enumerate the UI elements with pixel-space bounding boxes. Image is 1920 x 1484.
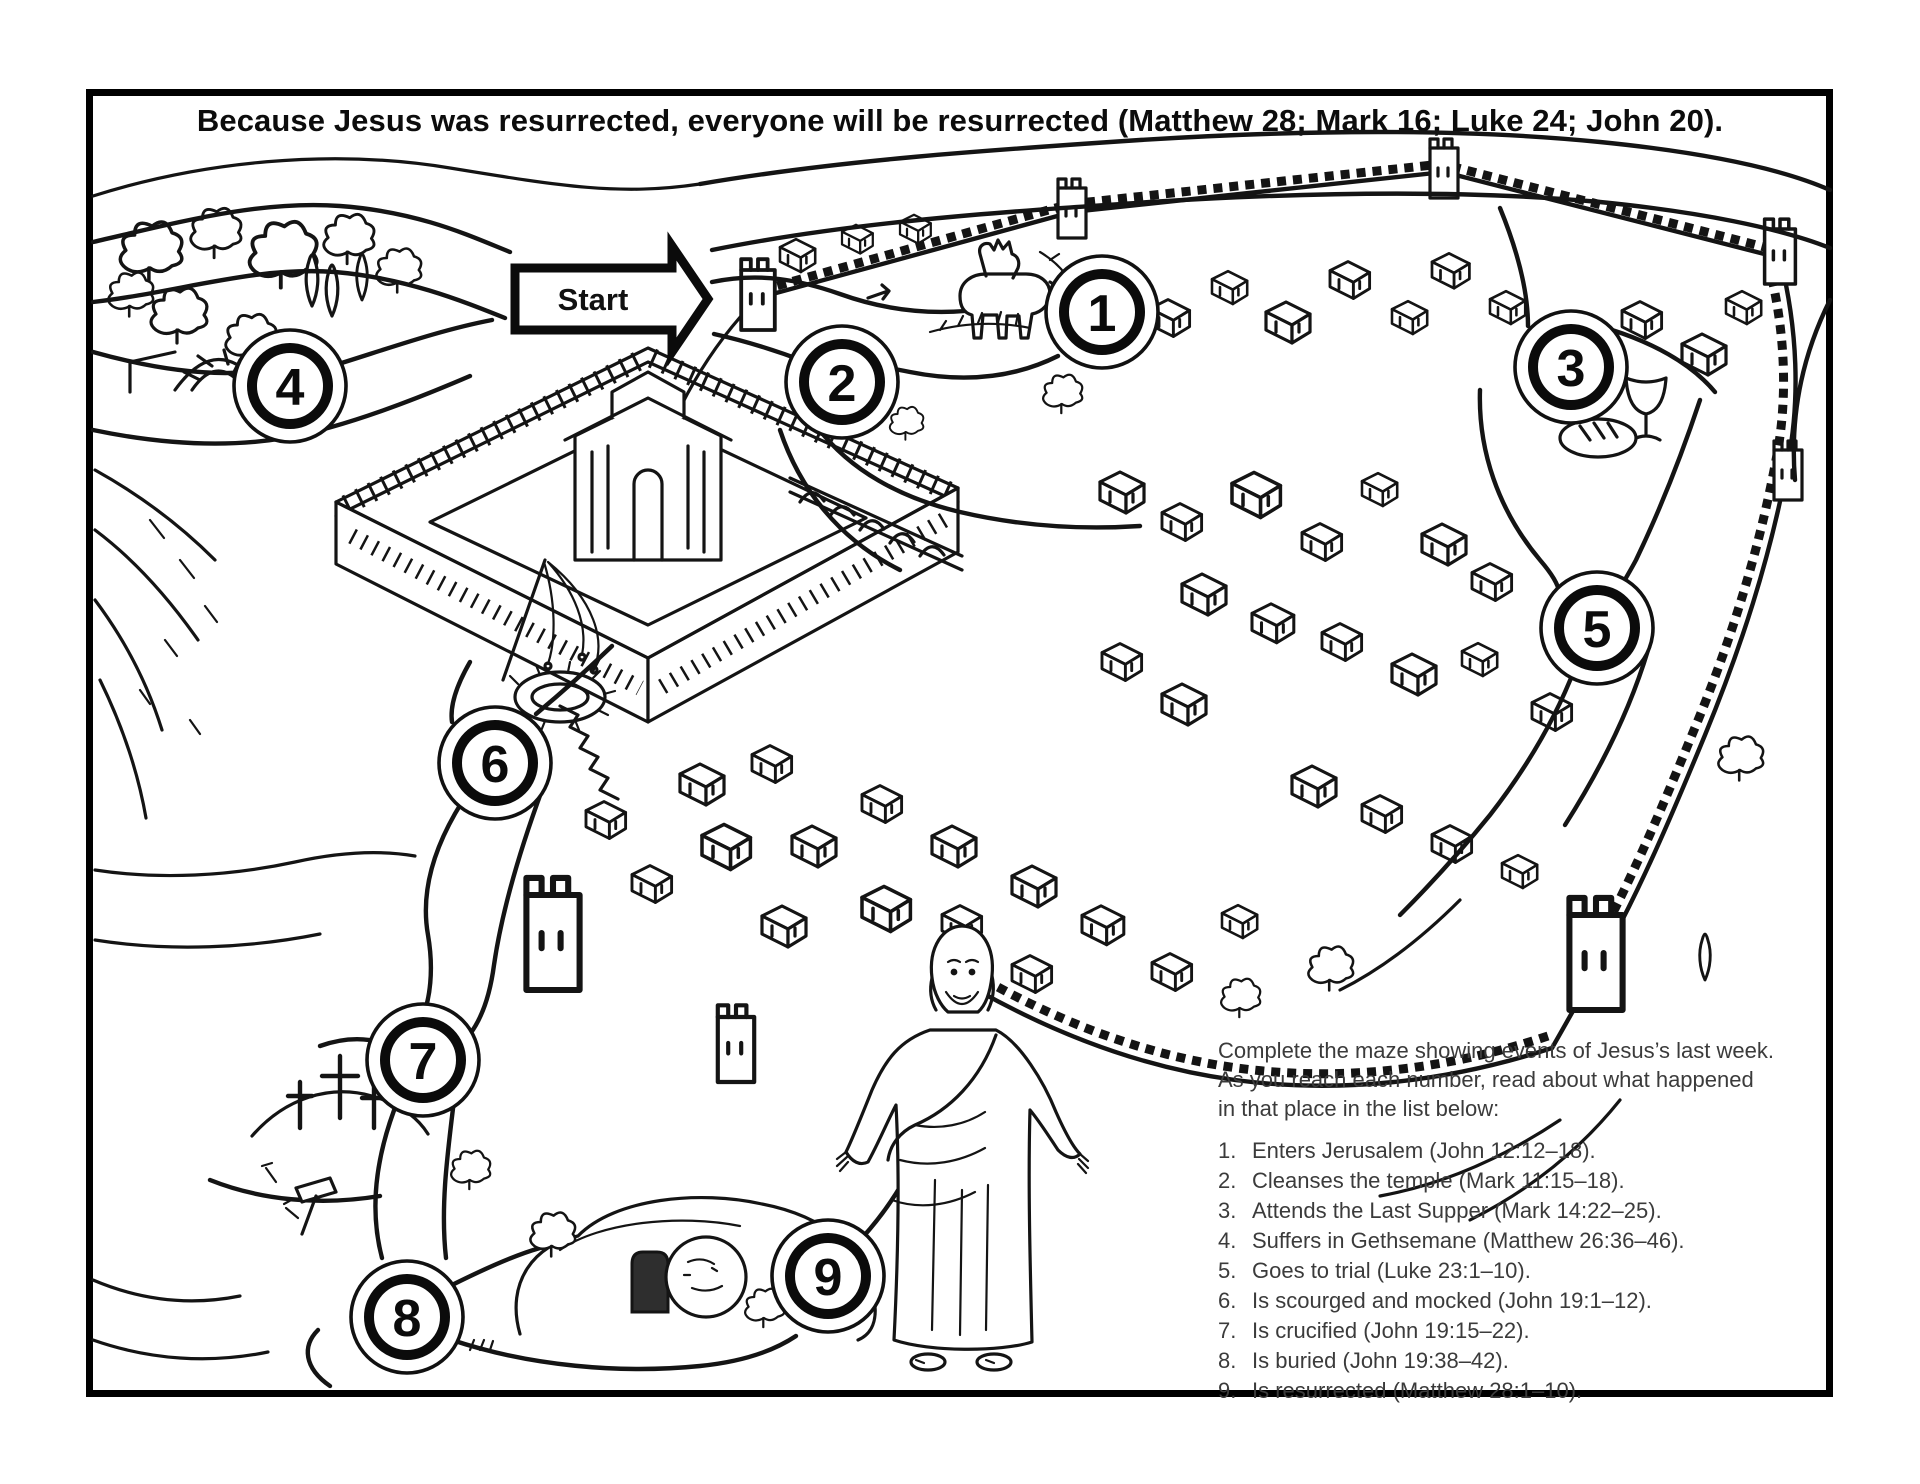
event-number: 6.	[1218, 1288, 1237, 1313]
event-text: Is resurrected (Matthew 28:1–10).	[1252, 1378, 1583, 1403]
event-text: Is crucified (John 19:15–22).	[1252, 1318, 1530, 1343]
event-number: 2.	[1218, 1168, 1237, 1193]
svg-text:8: 8	[392, 1290, 422, 1348]
start-arrow	[515, 246, 708, 352]
marker-2-cleanses-temple	[786, 326, 898, 438]
event-number: 3.	[1218, 1198, 1237, 1223]
marker-3-last-supper	[1515, 311, 1627, 423]
svg-text:4: 4	[275, 359, 305, 417]
event-text: Suffers in Gethsemane (Matthew 26:36–46).	[1252, 1228, 1685, 1253]
event-text: Enters Jerusalem (John 12:12–18).	[1252, 1138, 1596, 1163]
event-item-5	[1218, 1256, 1818, 1286]
marker-8-buried	[351, 1261, 463, 1373]
event-item-2	[1218, 1166, 1818, 1196]
events-list	[1218, 1136, 1818, 1406]
instructions-panel	[1218, 1036, 1818, 1406]
event-text: Is scourged and mocked (John 19:1–12).	[1252, 1288, 1652, 1313]
svg-text:3: 3	[1556, 340, 1586, 398]
event-text: Goes to trial (Luke 23:1–10).	[1252, 1258, 1531, 1283]
instructions-text	[1218, 1036, 1818, 1123]
event-text: Attends the Last Supper (Mark 14:22–25).	[1252, 1198, 1662, 1223]
event-item-4	[1218, 1226, 1818, 1256]
event-number: 9.	[1218, 1378, 1237, 1403]
rolled-stone-icon	[666, 1237, 746, 1317]
event-item-7	[1218, 1316, 1818, 1346]
page-title: Because Jesus was resurrected, everyone will be resurrected (Matthew 28; Mark 16; Luke 24; John 20).	[196, 103, 1724, 138]
event-number: 8.	[1218, 1348, 1237, 1373]
instructions-line-2: As you reach each number, read about what happened	[1218, 1067, 1754, 1092]
svg-text:1: 1	[1087, 285, 1117, 343]
event-number: 4.	[1218, 1228, 1237, 1253]
marker-1-enters-jerusalem	[1046, 256, 1158, 368]
hammer-icon	[296, 1178, 336, 1234]
event-item-8	[1218, 1346, 1818, 1376]
event-item-3	[1218, 1196, 1818, 1226]
marker-5-trial	[1541, 572, 1653, 684]
marker-7-crucified	[367, 1004, 479, 1116]
instructions-line-1: Complete the maze showing events of Jesus’s last week.	[1218, 1038, 1774, 1063]
svg-text:6: 6	[480, 736, 510, 794]
svg-text:7: 7	[408, 1033, 438, 1091]
event-number: 7.	[1218, 1318, 1237, 1343]
event-number: 5.	[1218, 1258, 1237, 1283]
event-item-6	[1218, 1286, 1818, 1316]
path-direction-arrow	[868, 285, 889, 299]
marker-6-scourged	[439, 707, 551, 819]
svg-text:5: 5	[1582, 601, 1612, 659]
marker-9-resurrected	[772, 1220, 884, 1332]
event-number: 1.	[1218, 1138, 1237, 1163]
nails-icon	[262, 1163, 298, 1218]
start-label: Start	[557, 282, 629, 317]
svg-text:2: 2	[827, 355, 857, 413]
marker-4-gethsemane	[234, 330, 346, 442]
event-item-9	[1218, 1376, 1818, 1406]
svg-text:9: 9	[813, 1249, 843, 1307]
instructions-line-3: in that place in the list below:	[1218, 1096, 1500, 1121]
event-item-1	[1218, 1136, 1818, 1166]
event-text: Is buried (John 19:38–42).	[1252, 1348, 1509, 1373]
event-text: Cleanses the temple (Mark 11:15–18).	[1252, 1168, 1625, 1193]
